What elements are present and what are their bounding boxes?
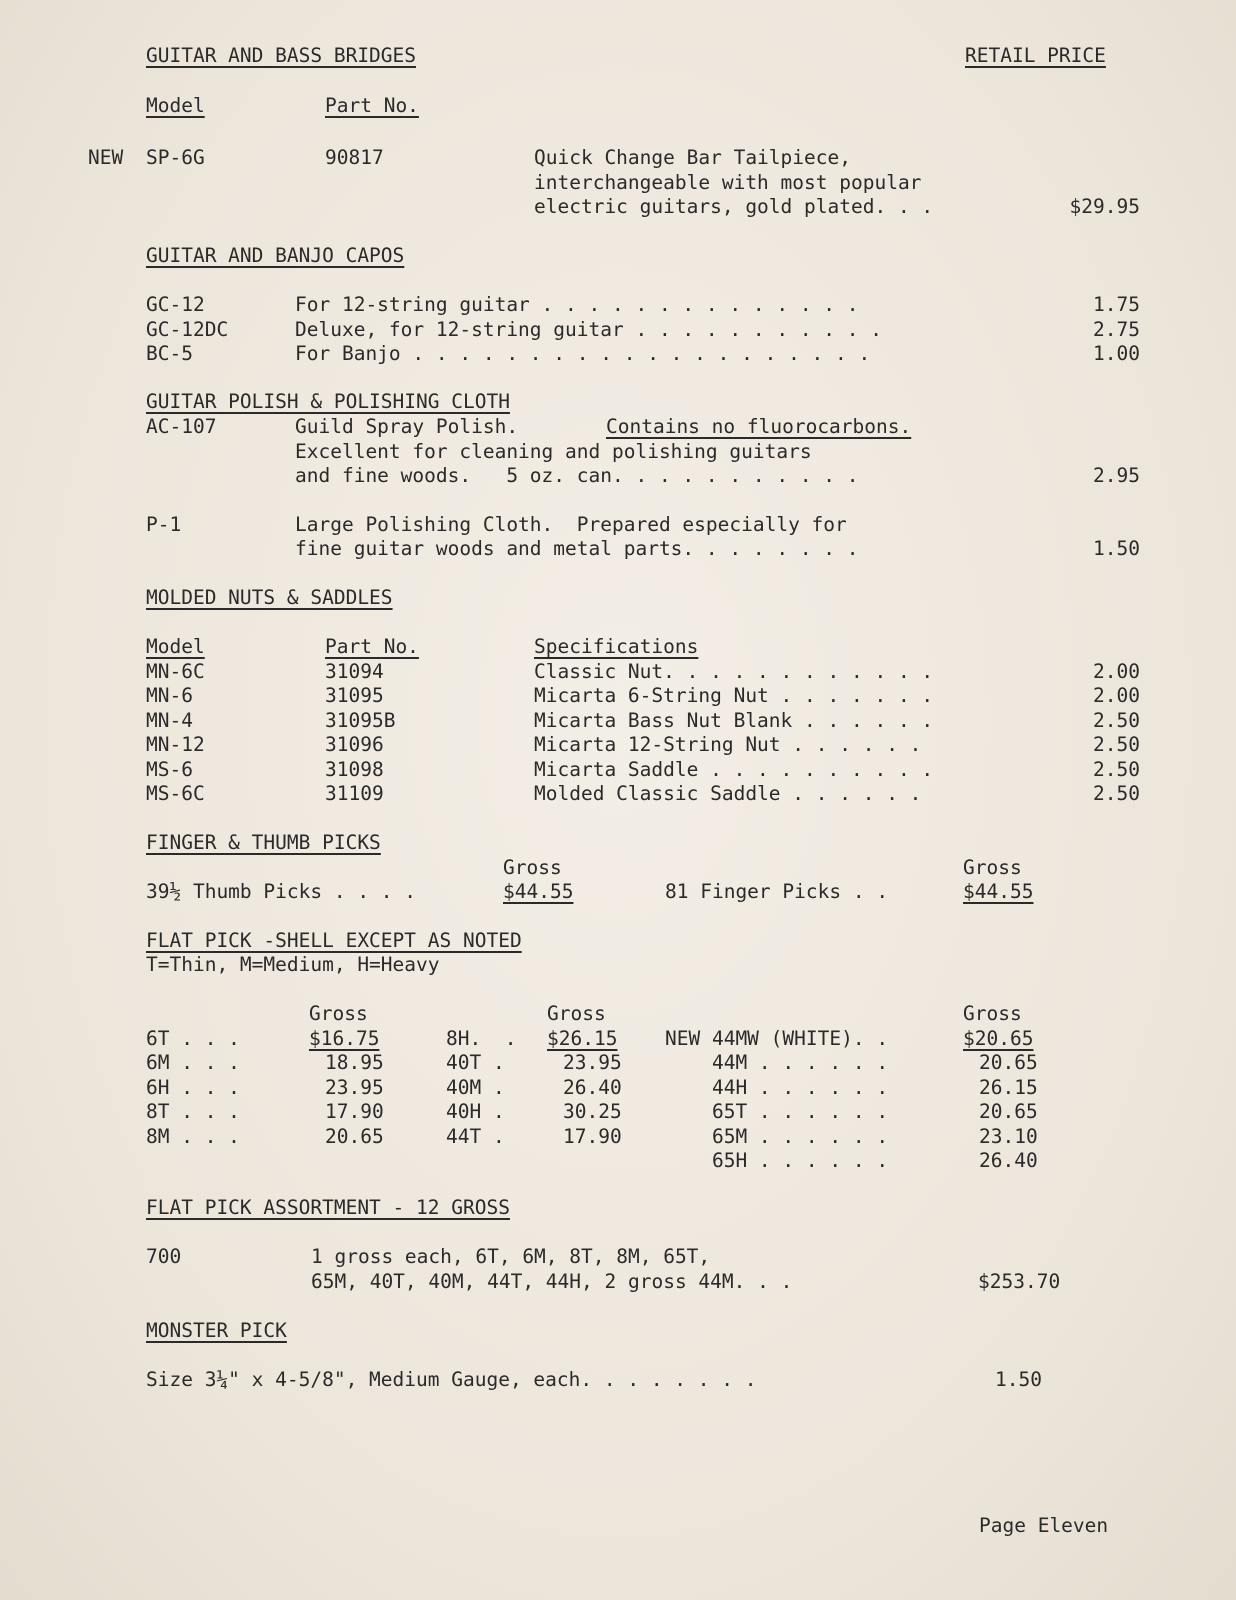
flat-pick-label: 40H . — [446, 1100, 505, 1123]
flat-pick-price: 26.40 — [979, 1149, 1038, 1172]
flat-pick-price: 17.90 — [563, 1125, 622, 1148]
nut-price: 2.50 — [1093, 758, 1140, 781]
polish-desc-line2: Excellent for cleaning and polishing guitars — [295, 440, 812, 463]
section-title-flat-picks: FLAT PICK -SHELL EXCEPT AS NOTED — [146, 929, 522, 952]
retail-price-heading: RETAIL PRICE — [965, 44, 1106, 67]
gross-label: Gross — [503, 856, 562, 879]
polish-desc-line3: and fine woods. 5 oz. can. . . . . . . . . . . — [295, 464, 859, 487]
bridge-desc-line1: Quick Change Bar Tailpiece, — [534, 146, 851, 169]
flat-pick-price: $20.65 — [963, 1027, 1034, 1050]
assortment-line1: 1 gross each, 6T, 6M, 8T, 8M, 65T, — [311, 1245, 711, 1268]
column-header-spec: Specifications — [534, 635, 699, 658]
flat-pick-price: 23.95 — [325, 1076, 384, 1099]
monster-desc: Size 3¼" x 4-5/8", Medium Gauge, each. . . . . . . . — [146, 1368, 757, 1391]
flat-pick-price: 20.65 — [979, 1100, 1038, 1123]
nut-model: MN-6C — [146, 660, 205, 683]
nut-price: 2.00 — [1093, 660, 1140, 683]
flat-pick-price: 30.25 — [563, 1100, 622, 1123]
nut-part: 31096 — [325, 733, 384, 756]
capo-price: 2.75 — [1093, 318, 1140, 341]
column-header-part: Part No. — [325, 635, 419, 658]
polish-desc-line1a: Guild Spray Polish. — [295, 415, 519, 438]
nut-spec: Micarta 6-String Nut . . . . . . . — [534, 684, 934, 707]
nut-price: 2.00 — [1093, 684, 1140, 707]
flat-pick-price: 18.95 — [325, 1051, 384, 1074]
flat-pick-price: $26.15 — [547, 1027, 618, 1050]
page-number: Page Eleven — [979, 1514, 1109, 1537]
flat-pick-price: 20.65 — [979, 1051, 1038, 1074]
section-title-polish: GUITAR POLISH & POLISHING CLOTH — [146, 390, 510, 413]
assortment-line2: 65M, 40T, 40M, 44T, 44H, 2 gross 44M. . . — [311, 1270, 793, 1293]
section-title-finger-picks: FINGER & THUMB PICKS — [146, 831, 381, 854]
flat-pick-label: 40T . — [446, 1051, 505, 1074]
flat-pick-price: 23.10 — [979, 1125, 1038, 1148]
column-header-part: Part No. — [325, 94, 419, 117]
nut-model: MN-12 — [146, 733, 205, 756]
nut-model: MN-4 — [146, 709, 193, 732]
section-title-assortment: FLAT PICK ASSORTMENT - 12 GROSS — [146, 1196, 510, 1219]
nut-model: MS-6C — [146, 782, 205, 805]
nut-price: 2.50 — [1093, 733, 1140, 756]
section-title-bridges: GUITAR AND BASS BRIDGES — [146, 44, 417, 67]
flat-pick-label: 40M . — [446, 1076, 505, 1099]
section-title-monster: MONSTER PICK — [146, 1319, 287, 1342]
column-header-model: Model — [146, 94, 205, 117]
nut-price: 2.50 — [1093, 782, 1140, 805]
cloth-model: P-1 — [146, 513, 182, 536]
flat-pick-label: 65M . . . . . . — [665, 1125, 889, 1148]
polish-desc-line1b: Contains no fluorocarbons. — [606, 415, 912, 438]
nut-model: MS-6 — [146, 758, 193, 781]
flat-pick-label: 65H . . . . . . — [665, 1149, 889, 1172]
section-title-capos: GUITAR AND BANJO CAPOS — [146, 244, 405, 267]
flat-pick-label: 6H . . . — [146, 1076, 240, 1099]
nut-part: 31098 — [325, 758, 384, 781]
flat-pick-label: 44T . — [446, 1125, 505, 1148]
capo-price: 1.00 — [1093, 342, 1140, 365]
nut-spec: Micarta Bass Nut Blank . . . . . . — [534, 709, 934, 732]
nut-spec: Micarta 12-String Nut . . . . . . — [534, 733, 922, 756]
capo-model: GC-12 — [146, 293, 205, 316]
nut-price: 2.50 — [1093, 709, 1140, 732]
bridge-model: SP-6G — [146, 146, 205, 169]
flat-pick-label: 6M . . . — [146, 1051, 240, 1074]
gross-label: Gross — [547, 1002, 606, 1025]
flat-pick-price: 26.40 — [563, 1076, 622, 1099]
section-title-nuts: MOLDED NUTS & SADDLES — [146, 586, 393, 609]
capo-desc: For Banjo . . . . . . . . . . . . . . . . . . . . — [295, 342, 871, 365]
bridge-price: $29.95 — [1069, 195, 1140, 218]
bridge-desc-line2: interchangeable with most popular — [534, 171, 922, 194]
gross-label: Gross — [963, 1002, 1022, 1025]
flat-pick-label: 44M . . . . . . — [665, 1051, 889, 1074]
assortment-price: $253.70 — [978, 1270, 1061, 1293]
nut-part: 31095B — [325, 709, 396, 732]
monster-price: 1.50 — [995, 1368, 1042, 1391]
gross-label: Gross — [309, 1002, 368, 1025]
flat-pick-label: 44H . . . . . . — [665, 1076, 889, 1099]
nut-model: MN-6 — [146, 684, 193, 707]
cloth-desc-line2: fine guitar woods and metal parts. . . . . . . . — [295, 537, 859, 560]
flat-pick-price: 17.90 — [325, 1100, 384, 1123]
flat-pick-price: 26.15 — [979, 1076, 1038, 1099]
thumb-picks-price: $44.55 — [503, 880, 574, 903]
flat-pick-label: 8H. . — [446, 1027, 517, 1050]
flat-pick-price: 23.95 — [563, 1051, 622, 1074]
flat-pick-label: NEW 44MW (WHITE). . — [665, 1027, 889, 1050]
flat-pick-price: 20.65 — [325, 1125, 384, 1148]
flat-pick-label: 8M . . . — [146, 1125, 240, 1148]
gross-label: Gross — [963, 856, 1022, 879]
capo-price: 1.75 — [1093, 293, 1140, 316]
capo-model: BC-5 — [146, 342, 193, 365]
nut-spec: Molded Classic Saddle . . . . . . — [534, 782, 922, 805]
polish-model: AC-107 — [146, 415, 217, 438]
cloth-desc-line1: Large Polishing Cloth. Prepared especially for — [295, 513, 847, 536]
nut-spec: Classic Nut. . . . . . . . . . . . — [534, 660, 934, 683]
bridge-desc-line3: electric guitars, gold plated. . . — [534, 195, 934, 218]
polish-price: 2.95 — [1093, 464, 1140, 487]
flat-pick-legend: T=Thin, M=Medium, H=Heavy — [146, 953, 440, 976]
flat-pick-label: 6T . . . — [146, 1027, 240, 1050]
flat-pick-price: $16.75 — [309, 1027, 380, 1050]
assortment-model: 700 — [146, 1245, 182, 1268]
capo-desc: Deluxe, for 12-string guitar . . . . . . . . . . . — [295, 318, 882, 341]
nut-part: 31095 — [325, 684, 384, 707]
nut-part: 31109 — [325, 782, 384, 805]
flat-pick-label: 8T . . . — [146, 1100, 240, 1123]
bridge-part: 90817 — [325, 146, 384, 169]
capo-desc: For 12-string guitar . . . . . . . . . . . . . . — [295, 293, 859, 316]
flat-pick-label: 65T . . . . . . — [665, 1100, 889, 1123]
new-tag: NEW — [88, 146, 124, 169]
nut-part: 31094 — [325, 660, 384, 683]
capo-model: GC-12DC — [146, 318, 229, 341]
cloth-price: 1.50 — [1093, 537, 1140, 560]
thumb-picks-text: 39½ Thumb Picks . . . . — [146, 880, 417, 903]
finger-picks-price: $44.55 — [963, 880, 1034, 903]
finger-picks-text: 81 Finger Picks . . — [665, 880, 889, 903]
nut-spec: Micarta Saddle . . . . . . . . . . — [534, 758, 934, 781]
column-header-model: Model — [146, 635, 205, 658]
